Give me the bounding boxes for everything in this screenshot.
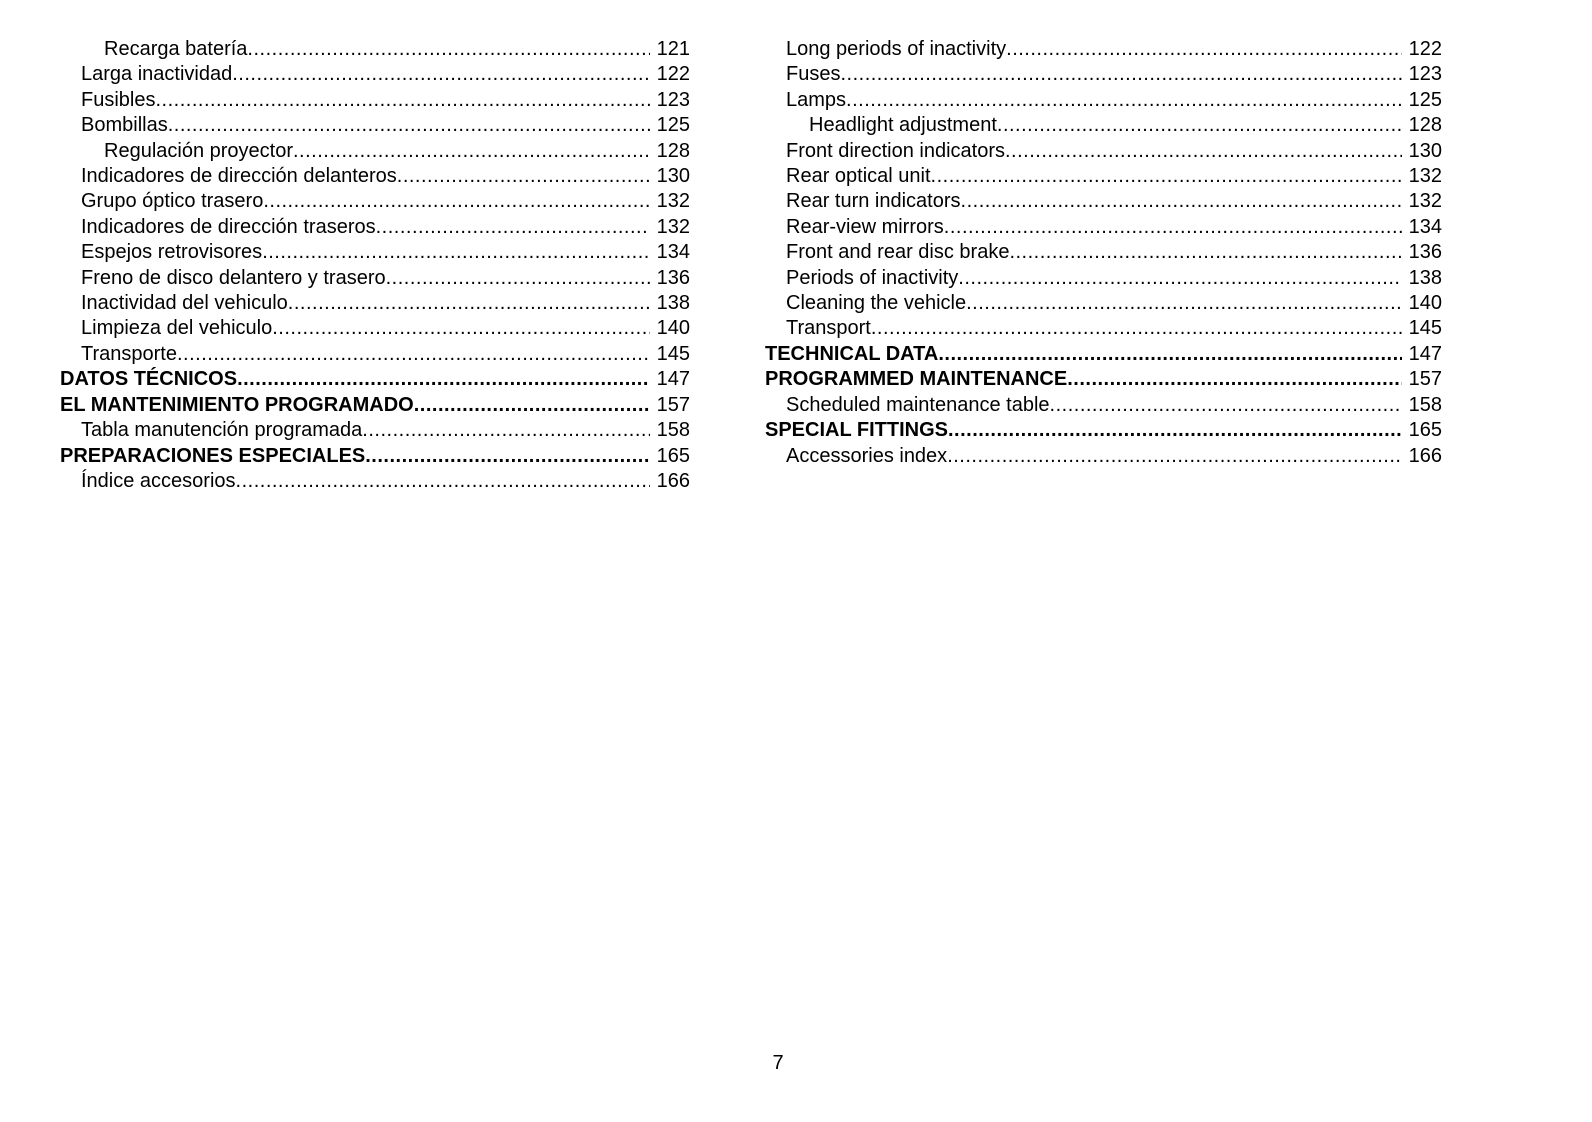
toc-entry-page-number: 165 <box>1408 419 1442 442</box>
toc-entry-page-number: 136 <box>656 266 690 289</box>
toc-entry-page-number: 138 <box>656 292 690 315</box>
toc-row <box>765 189 1442 214</box>
toc-row <box>60 37 690 62</box>
toc-entry-title: Long periods of inactivity <box>786 38 1007 60</box>
dot-leader <box>293 139 650 164</box>
toc-row <box>60 266 690 291</box>
toc-entry-page-number: 123 <box>656 88 690 111</box>
dot-leader <box>397 164 650 189</box>
toc-row <box>765 266 1442 291</box>
dot-leader <box>938 342 1401 367</box>
toc-entry-title: Recarga batería <box>104 38 248 60</box>
toc-row <box>60 215 690 240</box>
toc-entry-title: Headlight adjustment <box>809 114 997 137</box>
dot-leader <box>386 266 650 291</box>
toc-entry-title: Cleaning the vehicle <box>786 292 967 315</box>
toc-entry-title: Rear turn indicators <box>786 190 961 213</box>
toc-entry-title: Periods of inactivity <box>786 266 959 289</box>
toc-entry-title: Regulación proyector <box>104 139 293 162</box>
dot-leader <box>840 62 1401 87</box>
toc-row <box>60 189 690 214</box>
dot-leader <box>944 215 1402 240</box>
dot-leader <box>263 189 649 214</box>
toc-entry-title: Lamps <box>786 88 847 111</box>
toc-entry-title: PROGRAMMED MAINTENANCE <box>765 368 1068 391</box>
toc-entry-title: EL MANTENIMIENTO PROGRAMADO <box>60 393 414 416</box>
toc-entry-title: Indicadores de dirección delanteros <box>81 165 397 188</box>
toc-row <box>60 164 690 189</box>
toc-entry-page-number: 166 <box>1408 444 1442 467</box>
toc-row <box>765 113 1442 138</box>
dot-leader <box>155 88 649 113</box>
toc-row <box>60 367 690 392</box>
dot-leader <box>931 164 1402 189</box>
toc-entry-page-number: 132 <box>656 190 690 213</box>
toc-row <box>60 62 690 87</box>
toc-entry-title: Transporte <box>81 342 177 365</box>
toc-entry-page-number: 128 <box>656 139 690 162</box>
toc-entry-page-number: 132 <box>656 215 690 238</box>
toc-entry-title: Fusibles <box>81 88 156 111</box>
toc-row <box>60 113 690 138</box>
dot-leader <box>376 215 650 240</box>
toc-row <box>60 291 690 316</box>
toc-entry-page-number: 130 <box>656 165 690 188</box>
toc-entry-page-number: 145 <box>656 342 690 365</box>
toc-entry-title: Front direction indicators <box>786 139 1005 162</box>
toc-entry-title: Rear-view mirrors <box>786 215 944 238</box>
dot-leader <box>362 418 649 443</box>
dot-leader <box>948 418 1402 443</box>
dot-leader <box>237 367 650 392</box>
toc-entry-title: Freno de disco delantero y trasero <box>81 266 386 289</box>
toc-row <box>60 418 690 443</box>
toc-entry-title: Grupo óptico trasero <box>81 190 264 213</box>
toc-entry-page-number: 121 <box>656 38 690 60</box>
toc-row <box>765 139 1442 164</box>
toc-entry-page-number: 122 <box>1408 38 1442 60</box>
toc-entry-title: DATOS TÉCNICOS <box>60 368 238 391</box>
toc-entry-page-number: 123 <box>1408 63 1442 86</box>
toc-row <box>60 469 690 494</box>
toc-entry-page-number: 157 <box>1408 368 1442 391</box>
dot-leader <box>997 113 1402 138</box>
toc-row <box>765 444 1442 469</box>
toc-entry-title: Accessories index <box>786 444 948 467</box>
toc-entry-page-number: 166 <box>656 469 690 492</box>
toc-row <box>765 215 1442 240</box>
dot-leader <box>236 469 650 494</box>
toc-entry-page-number: 134 <box>1408 215 1442 238</box>
toc-entry-page-number: 138 <box>1408 266 1442 289</box>
toc-entry-title: Scheduled maintenance table <box>786 393 1050 416</box>
toc-row <box>765 164 1442 189</box>
toc-row <box>765 37 1442 62</box>
toc-row <box>765 88 1442 113</box>
dot-leader <box>871 316 1402 341</box>
dot-leader <box>1009 240 1401 265</box>
dot-leader <box>966 291 1402 316</box>
dot-leader <box>365 444 649 469</box>
toc-entry-page-number: 132 <box>1408 165 1442 188</box>
toc-entry-title: Índice accesorios <box>81 469 236 492</box>
page-footer <box>0 1051 1556 1075</box>
toc-row <box>765 291 1442 316</box>
toc-entry-title: Front and rear disc brake <box>786 241 1010 264</box>
dot-leader <box>177 342 650 367</box>
toc-row <box>60 139 690 164</box>
toc-entry-title: PREPARACIONES ESPECIALES <box>60 444 366 467</box>
toc-entry-page-number: 145 <box>1408 317 1442 340</box>
toc-entry-title: Tabla manutención programada <box>81 419 363 442</box>
dot-leader <box>262 240 649 265</box>
toc-entry-page-number: 132 <box>1408 190 1442 213</box>
dot-leader <box>168 113 650 138</box>
toc-row <box>60 342 690 367</box>
toc-row <box>765 367 1442 392</box>
dot-leader <box>961 189 1402 214</box>
dot-leader <box>1005 139 1402 164</box>
toc-entry-page-number: 165 <box>656 444 690 467</box>
toc-entry-page-number: 122 <box>656 63 690 86</box>
dot-leader <box>288 291 650 316</box>
toc-row <box>60 316 690 341</box>
dot-leader <box>232 62 649 87</box>
toc-column-spanish <box>60 37 690 494</box>
toc-entry-page-number: 136 <box>1408 241 1442 264</box>
dot-leader <box>272 316 649 341</box>
toc-row <box>765 418 1442 443</box>
toc-row <box>765 393 1442 418</box>
toc-row <box>765 62 1442 87</box>
toc-entry-page-number: 134 <box>656 241 690 264</box>
toc-column-english <box>765 37 1442 469</box>
dot-leader <box>247 37 649 62</box>
toc-entry-title: Indicadores de dirección traseros <box>81 215 376 238</box>
toc-row <box>765 342 1442 367</box>
toc-row <box>60 88 690 113</box>
toc-entry-page-number: 128 <box>1408 114 1442 137</box>
page-number: 7 <box>772 1052 784 1074</box>
toc-entry-title: Bombillas <box>81 114 168 137</box>
toc-entry-page-number: 157 <box>656 393 690 416</box>
toc-row <box>60 393 690 418</box>
toc-entry-page-number: 147 <box>656 368 690 391</box>
toc-entry-title: Inactividad del vehiculo <box>81 292 288 315</box>
toc-entry-title: Limpieza del vehiculo <box>81 317 273 340</box>
dot-leader <box>1050 393 1402 418</box>
toc-entry-title: Espejos retrovisores <box>81 241 263 264</box>
toc-entry-title: Rear optical unit <box>786 165 931 188</box>
toc-row <box>765 240 1442 265</box>
toc-row <box>60 444 690 469</box>
dot-leader <box>1067 367 1401 392</box>
toc-entry-page-number: 158 <box>656 419 690 442</box>
dot-leader <box>958 266 1401 291</box>
toc-entry-title: Transport <box>786 317 871 340</box>
toc-entry-title: TECHNICAL DATA <box>765 342 939 365</box>
toc-entry-page-number: 158 <box>1408 393 1442 416</box>
toc-entry-page-number: 125 <box>656 114 690 137</box>
dot-leader <box>947 444 1401 469</box>
toc-entry-title: Fuses <box>786 63 841 86</box>
toc-entry-title: Larga inactividad <box>81 63 233 86</box>
toc-entry-title: SPECIAL FITTINGS <box>765 419 948 442</box>
dot-leader <box>1006 37 1401 62</box>
toc-entry-page-number: 140 <box>656 317 690 340</box>
toc-row <box>765 316 1442 341</box>
dot-leader <box>846 88 1402 113</box>
toc-entry-page-number: 125 <box>1408 88 1442 111</box>
toc-entry-page-number: 130 <box>1408 139 1442 162</box>
toc-entry-page-number: 147 <box>1408 342 1442 365</box>
dot-leader <box>414 393 650 418</box>
toc-row <box>60 240 690 265</box>
toc-entry-page-number: 140 <box>1408 292 1442 315</box>
